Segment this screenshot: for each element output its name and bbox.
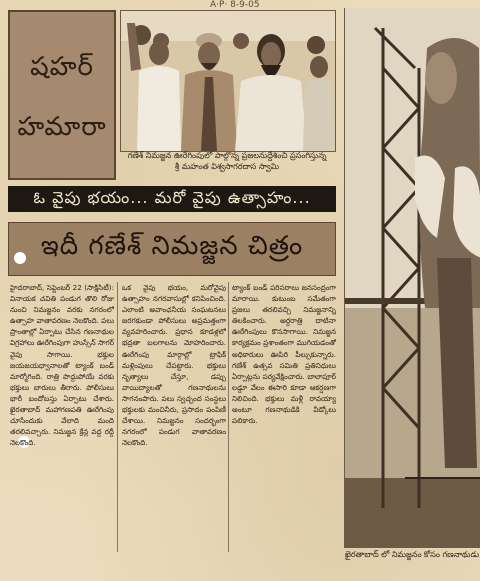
- ganesh-idol-photo-art: [345, 8, 480, 548]
- punch-hole: [14, 252, 26, 264]
- kicker-banner: ఓ వైపు భయం... మరో వైపు ఉత్సాహం...: [8, 186, 336, 212]
- article-column-1: హైదరాబాద్, సెప్టెంబర్ 22 (సాక్షిసిటీ): వినాయక చవితి పండుగ తొలి రోజు నుంచి నిమజ్జనం వరకు నగరంలో ఉత్సాహ వాతావరణం నెలకొంది. పలు ప్రాంతాల్లో ఏర్పాటు చేసిన గణనాథుల విగ్రహాలు ఊరేగింపుగా హుస్సేన్ సాగర్ వైపు సాగాయి. భక్తుల జయజయధ్వానాలతో ట్యాంక్ బండ్ మార్మోగింది. రాత్రి పొద్దుపోయే వరకు భక్తులు బారులు తీరారు. పోలీసులు భారీ బందోబస్తు ఏర్పాటు చేశారు. ఖైరతాబాద్ మహాగణపతి ఊరేగింపు చూసేందుకు వేలాది మంది తరలివచ్చారు. నిమజ్జన క్రేన్ల వద్ద రద్దీ నెలకొంది.: [10, 283, 114, 448]
- article-column-3: ట్యాంక్ బండ్ పరిసరాలు జనసంద్రంగా మారాయి. కుటుంబ సమేతంగా ప్రజలు తరలివచ్చి నిమజ్జనాన్ని తిలకించారు. అర్ధరాత్రి దాటినా ఊరేగింపులు కొనసాగాయి. నిమజ్జన కార్యక్రమం ప్రశాంతంగా ముగియడంతో అధికారులు ఊపిరి పీల్చుకున్నారు. గణేశ్ ఉత్సవ సమితి ప్రతినిధులు ఏర్పాట్లను పర్యవేక్షించారు. బాలాపూర్ లడ్డూ వేలం ఈసారి కూడా ఆకర్షణగా నిలిచింది. భక్తులు మళ్లీ రావయ్యా అంటూ గణనాథుడికి వీడ్కోలు పలికారు.: [232, 283, 336, 426]
- ganesh-idol-photo-caption: ఖైరతాబాద్ లో నిమజ్జనం కోసం గణనాథుడు: [344, 550, 480, 559]
- brand-line-1: షహర్: [30, 52, 94, 82]
- headline: ఇదీ గణేశ్ నిమజ్జన చిత్రం: [8, 222, 336, 276]
- date-stamp: A·P· 8-9-05: [210, 0, 260, 10]
- column-divider: [117, 282, 118, 552]
- procession-photo-art: [121, 11, 335, 151]
- article-column-2: ఒక వైపు భయం, మరోవైపు ఉత్సాహం నగరవాసుల్లో కనిపించింది. ఎలాంటి అవాంఛనీయ సంఘటనలు జరగకుండా పోలీసులు అప్రమత్తంగా వ్యవహరించారు. ప్రధాన కూడళ్లలో భద్రతా బలగాలను మోహరించారు. ఊరేగింపు మార్గాల్లో ట్రాఫిక్ మళ్లింపులు చేపట్టారు. భక్తులు నృత్యాలు చేస్తూ, డప్పు వాయిద్యాలతో గణనాథులను సాగనంపారు. పలు స్వచ్ఛంద సంస్థలు భక్తులకు మంచినీరు, ప్రసాదం పంపిణీ చేశాయి. నిమజ్జనం సందర్భంగా నగరంలో పండుగ వాతావరణం నెలకొంది.: [122, 283, 226, 448]
- procession-photo-caption: [120, 150, 334, 180]
- caption-line-2: శ్రీ మహంత విశ్వసాగరదాస స్వామి: [174, 162, 280, 171]
- ganesh-idol-photo: [344, 8, 480, 548]
- column-divider: [228, 282, 229, 552]
- procession-photo: [120, 10, 336, 152]
- brand-line-2: హమారా: [17, 112, 107, 142]
- section-brand-box: [8, 10, 116, 180]
- caption-line-1: గణేశ్ నిమజ్జన ఊరేగింపులో పాల్గొన్న ప్రజలనుద్దేశించి ప్రసంగిస్తున్న: [127, 151, 327, 160]
